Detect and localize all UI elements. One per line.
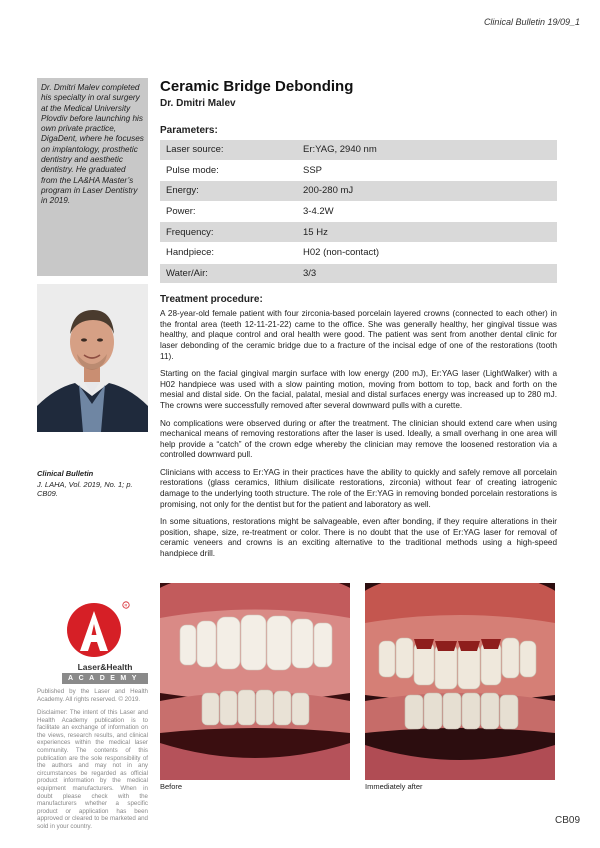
logo-academy-bar: ACADEMY [62, 673, 148, 684]
citation-title: Clinical Bulletin [37, 469, 94, 478]
author-bio: Dr. Dmitri Malev completed his specialty in oral surgery at the Medical University Plovdiv before launching his own private practice, DigaDent, where he focuses on implantology, prosthetic dentistry and aesthetic dentistry. He graduated from the LA&HA Master’s program in Laser Dentistry in 2019. [41, 83, 144, 206]
param-value: 3/3 [303, 267, 317, 279]
published-note: Published by the Laser and Health Academy. All rights reserved. © 2019. [37, 688, 148, 703]
logo-wordmark: Laser&Health [77, 662, 133, 672]
parameters-heading: Parameters: [160, 125, 218, 136]
param-label: Frequency: [166, 226, 214, 238]
param-label: Power: [166, 206, 196, 218]
param-label: Laser source: [166, 144, 224, 156]
page-number: CB09 [554, 815, 580, 826]
param-value: Er:YAG, 2940 nm [303, 144, 377, 156]
laha-logo-icon [65, 601, 145, 659]
param-value: H02 (non-contact) [303, 247, 380, 259]
param-value: 3-4.2W [303, 206, 334, 218]
article-author: Dr. Dmitri Malev [160, 98, 236, 109]
before-photo [160, 583, 350, 780]
procedure-paragraph: No complications were observed during or after the treatment. The clinician should extend care when using mechanical means of removing restorations after the laser is used. Ideally, a small overhang in one area will help provide a “catch” of the crown edge whereby the clinician may remove the loosened restoration via a controlled downward pull. [160, 418, 557, 460]
param-value: 200-280 mJ [303, 185, 354, 197]
param-row [160, 161, 557, 181]
procedure-paragraph: Starting on the facial gingival margin surface with low energy (200 mJ), Er:YAG laser (LightWalker) with a H02 handpiece was used with a slow painting motion, moving from bottom to top, back and forth on the mesial and distal side. On the facial, palatal, mesial and distal surfaces energy was increased up to 280 mJ. The crowns were successfully removed after several downward pulls with a curette. [160, 369, 557, 410]
procedure-paragraph: In some situations, restorations might be salvageable, even after bonding, if they require alterations in their position, shape, size, re-treatment or color. There is no doubt that the use of Er:YAG laser for removal of ceramic veneers and crowns is an exciting alternative to the traditional methods using a high-speed handpiece drill. [160, 517, 557, 559]
param-value: SSP [303, 164, 323, 176]
sidebar [37, 78, 148, 830]
param-row [160, 202, 557, 222]
procedure-paragraph: Clinicians with access to Er:YAG in their practices have the ability to quickly and safely remove all porcelain restorations (glass ceramics, lithium disilicate restorations, zirconia) without fear of creating iatrogenic damage to the underlying tooth structure. The role of the Er:YAG in removing bonded porcelain restorations is promising, not only for the dentist but for the patient and laboratory as well. [160, 467, 557, 509]
param-label: Pulse mode: [166, 164, 219, 176]
param-label: Handpiece: [166, 247, 215, 259]
citation-text: J. LAHA, Vol. 2019, No. 1; p. CB09. [37, 480, 133, 498]
procedure-heading: Treatment procedure: [160, 294, 263, 306]
parameters-table [160, 140, 557, 283]
param-label: Energy: [166, 185, 199, 197]
param-row [160, 222, 557, 242]
before-caption: Before [160, 782, 183, 791]
param-value: 15 Hz [303, 226, 328, 238]
article-title: Ceramic Bridge Debonding [160, 78, 354, 95]
param-row [160, 181, 557, 201]
author-portrait [37, 284, 148, 432]
param-row [160, 243, 557, 263]
article [160, 78, 557, 567]
author-bio-box [37, 78, 148, 276]
disclaimer: Disclaimer: The intent of this Laser and Health Academy publication is to facilitate an exchange of information on the views, research results, and clinical experiences within the medical laser community. The contents of this publication are the sole responsibility of the authors and may not in any circumstances be regarded as official product information by the medical equipment manufacturers. When in doubt please check with the manufacturers whether a specific product or application has been approved or cleared to be marketed and sold in your country. [37, 709, 148, 830]
after-caption: Immediately after [365, 782, 423, 791]
svg-text:R: R [124, 602, 128, 608]
procedure-paragraph: A 28-year-old female patient with four zirconia-based porcelain layered crowns (connected to each other) in the frontal area (teeth 12-11-21-22) came to the office. She was generally healthy, her gingival tissue was healthy, and plaque control and oral health were good. The patient was sent from another dental clinic for laser debonding of the ceramic bridge due to a fracture of the incisal edge of one of the restorations (tooth 11). [160, 309, 557, 361]
bulletin-id: Clinical Bulletin 19/09_1 [483, 17, 580, 27]
param-label: Water/Air: [166, 267, 208, 279]
param-row [160, 140, 557, 160]
param-row [160, 264, 557, 284]
after-photo [365, 583, 555, 780]
